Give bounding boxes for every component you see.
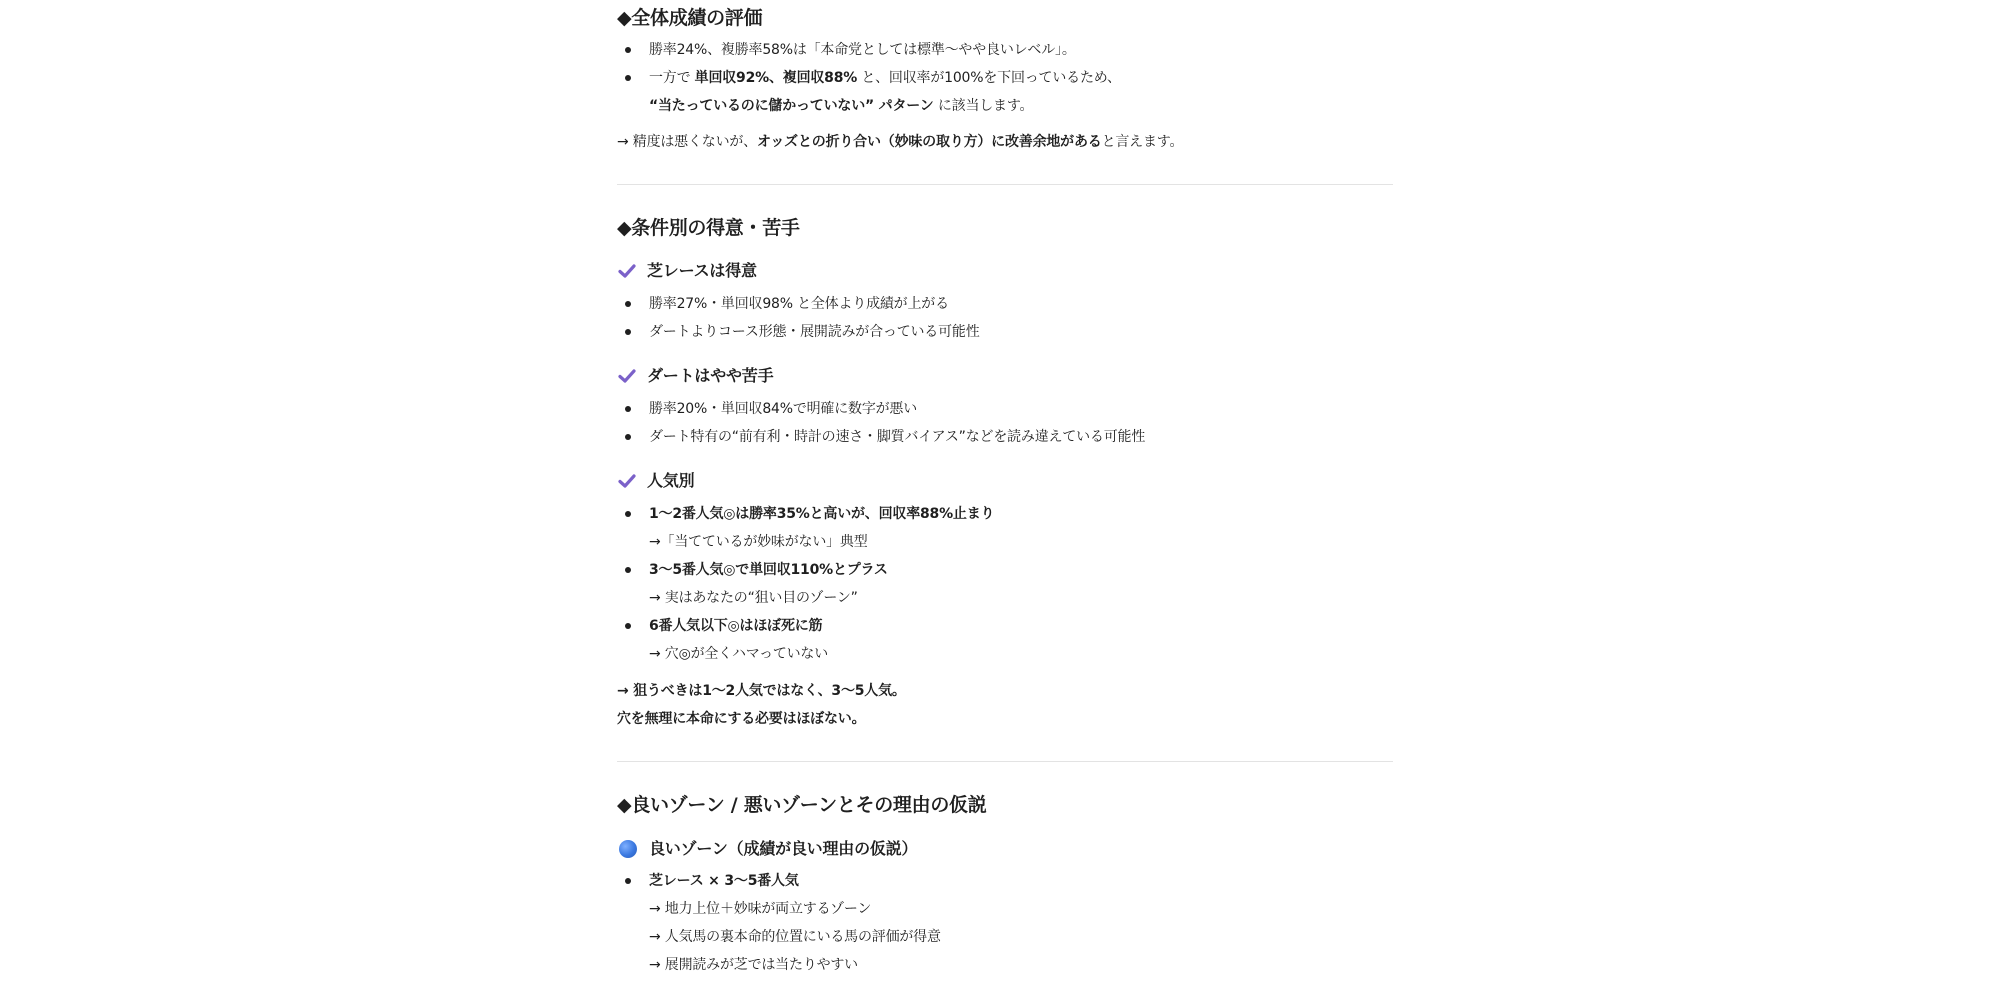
list-item: 一方で 単回収92%、複回収88% と、回収率が100%を下回っているため、 xyxy=(617,64,1393,92)
list-item-sub: → 展開読みが芝では当たりやすい xyxy=(649,957,858,973)
dirt-list xyxy=(617,395,1393,451)
conditions-conclusion-2: 穴を無理に本命にする必要はほぼない。 xyxy=(617,711,866,727)
subheading-dirt: ダートはやや苦手 xyxy=(617,364,773,388)
list-item: 1〜2番人気◎は勝率35%と高いが、回収率88%止まり xyxy=(617,500,1393,528)
list-item-sub: → 穴◎が全くハマっていない xyxy=(649,646,829,662)
section-title-zones: ◆良いゾーン / 悪いゾーンとその理由の仮説 xyxy=(617,794,987,816)
section-title-overall: ◆全体成績の評価 xyxy=(617,7,763,29)
list-item: 勝率27%・単回収98% と全体より成績が上がる xyxy=(617,290,1393,318)
blue-circle-icon xyxy=(619,840,637,858)
list-item: 3〜5番人気◎で単回収110%とプラス xyxy=(617,556,1393,584)
divider xyxy=(617,184,1393,185)
list-item: 勝率24%、複勝率58%は「本命党としては標準〜やや良いレベル」。 xyxy=(617,36,1393,64)
list-item: 6番人気以下◎はほぼ死に筋 xyxy=(617,612,1393,640)
check-icon xyxy=(617,471,637,491)
list-item: 勝率20%・単回収84%で明確に数字が悪い xyxy=(617,395,1393,423)
list-item-sub: → 地力上位＋妙味が両立するゾーン xyxy=(649,901,872,917)
list-item-sub: → 実はあなたの“狙い目のゾーン” xyxy=(649,590,858,606)
turf-list xyxy=(617,290,1393,346)
check-icon xyxy=(617,261,637,281)
list-item-continuation: “当たっているのに儲かっていない” パターン に該当します。 xyxy=(649,98,1034,114)
section-title-conditions: ◆条件別の得意・苦手 xyxy=(617,217,800,239)
overall-list xyxy=(617,36,1393,92)
subheading-turf: 芝レースは得意 xyxy=(617,259,757,283)
check-icon xyxy=(617,366,637,386)
list-item: ダート特有の“前有利・時計の速さ・脚質バイアス”などを読み違えている可能性 xyxy=(617,423,1393,451)
conditions-conclusion: → 狙うべきは1〜2人気ではなく、3〜5人気。 xyxy=(617,683,906,699)
subheading-good-zone: 良いゾーン（成績が良い理由の仮説） xyxy=(617,837,917,861)
good-zone-list xyxy=(617,867,1393,979)
list-item: 芝レース × 3〜5番人気 xyxy=(617,867,1393,895)
overall-conclusion: → 精度は悪くないが、オッズとの折り合い（妙味の取り方）に改善余地があると言えます。 xyxy=(617,134,1184,150)
list-item-sub: → 人気馬の裏本命的位置にいる馬の評価が得意 xyxy=(649,929,941,945)
divider xyxy=(617,761,1393,762)
list-item: ダートよりコース形態・展開読みが合っている可能性 xyxy=(617,318,1393,346)
subheading-popularity: 人気別 xyxy=(617,469,694,493)
popularity-list xyxy=(617,500,1393,668)
list-item-sub: →「当てているが妙味がない」典型 xyxy=(649,534,868,550)
